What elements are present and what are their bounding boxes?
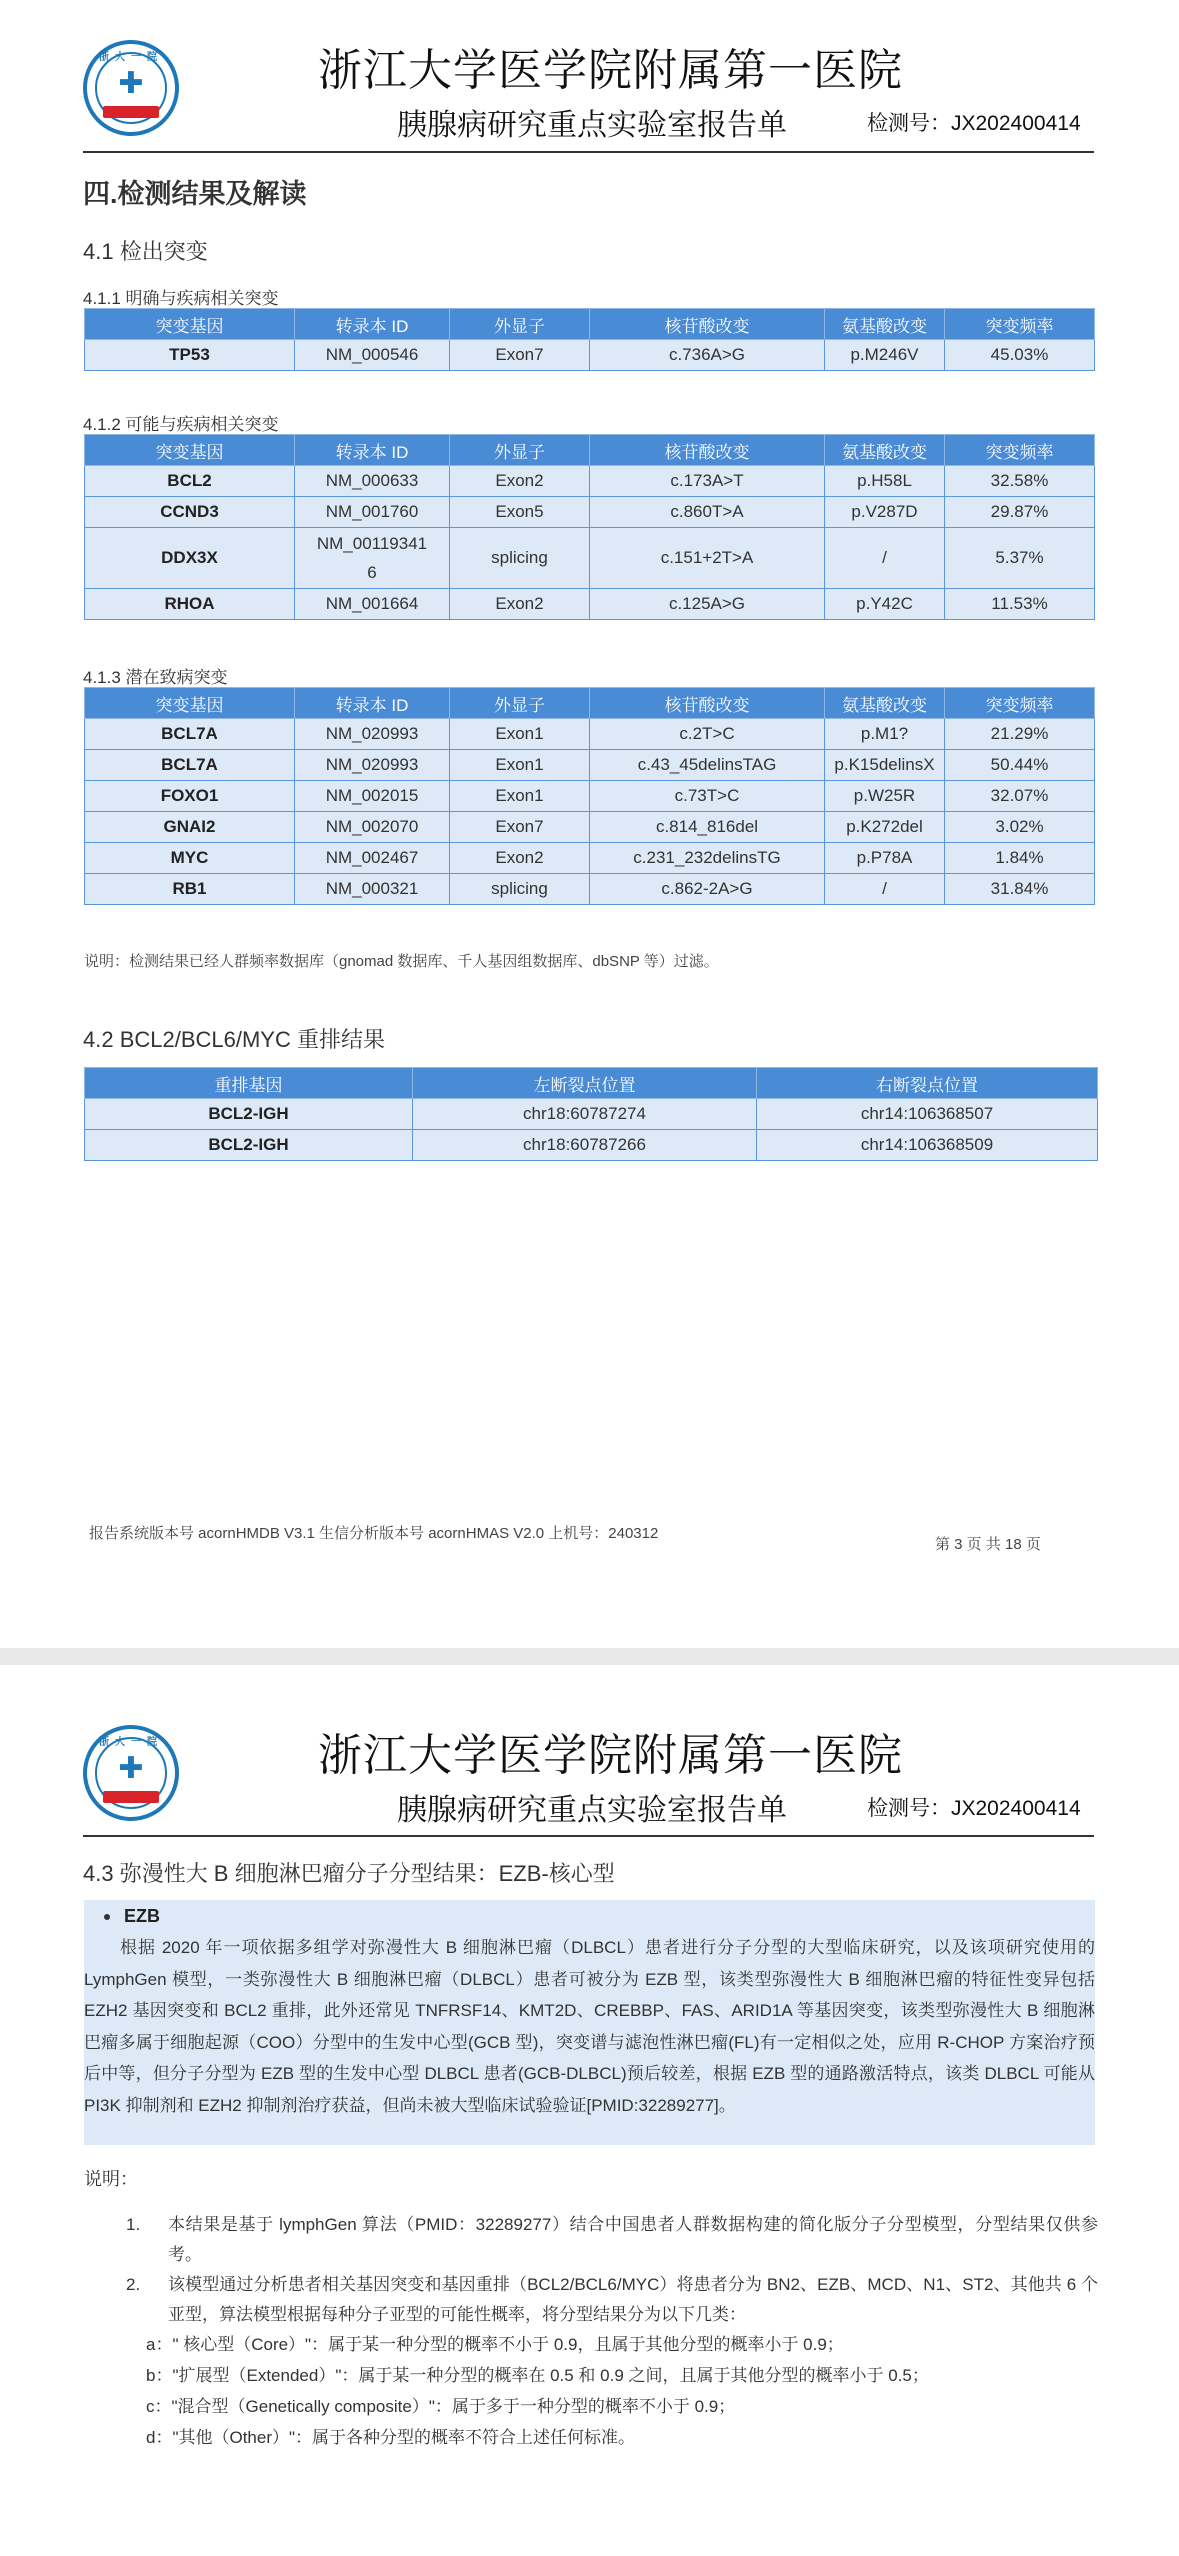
table-cell: c.151+2T>A (590, 528, 825, 589)
table-cell: c.2T>C (590, 719, 825, 750)
column-header: 外显子 (450, 309, 590, 340)
table-cell: p.M1? (825, 719, 945, 750)
table-cell: 32.07% (945, 781, 1095, 812)
table-row (85, 812, 1095, 843)
table-cell: Exon2 (450, 589, 590, 620)
column-header: 突变频率 (945, 688, 1095, 719)
column-header: 外显子 (450, 688, 590, 719)
ezb-description-box (84, 1900, 1095, 2145)
table-cell: 32.58% (945, 466, 1095, 497)
table-cell: p.V287D (825, 497, 945, 528)
table-cell: c.860T>A (590, 497, 825, 528)
table-cell: Exon1 (450, 719, 590, 750)
column-header: 突变基因 (85, 309, 295, 340)
table-cell: NM_000633 (295, 466, 450, 497)
column-header: 突变基因 (85, 688, 295, 719)
table-cell: c.231_232delinsTG (590, 843, 825, 874)
table-cell: c.736A>G (590, 340, 825, 371)
hospital-name: 浙江大学医学院附属第一医院 (318, 46, 903, 95)
table-cell: Exon1 (450, 750, 590, 781)
column-header: 核苷酸改变 (590, 688, 825, 719)
table-cell: 11.53% (945, 589, 1095, 620)
table-cell: c.862-2A>G (590, 874, 825, 905)
lab-name: 胰腺病研究重点实验室报告单 (397, 109, 787, 142)
column-header: 转录本 ID (295, 688, 450, 719)
bullet-icon (104, 1914, 110, 1920)
heading-4-2: 4.2 BCL2/BCL6/MYC 重排结果 (83, 1027, 385, 1052)
table-cell: BCL7A (85, 719, 295, 750)
table-cell: NM_001760 (295, 497, 450, 528)
column-header: 左断裂点位置 (413, 1068, 757, 1099)
table-row (85, 466, 1095, 497)
table-cell: / (825, 528, 945, 589)
table-cell: c.73T>C (590, 781, 825, 812)
table-cell: NM_002467 (295, 843, 450, 874)
heading-4-1-3: 4.1.3 潜在致病突变 (83, 668, 228, 687)
report-number: 检测号：JX202400414 (867, 1797, 1081, 1820)
table-cell: splicing (450, 528, 590, 589)
report-number: 检测号：JX202400414 (867, 112, 1081, 135)
explanation-item-2: 2. 该模型通过分析患者相关基因突变和基因重排（BCL2/BCL6/MYC）将患者分为 BN2、EZB、MCD、N1、ST2、其他共 6 个亚型，算法模型根据每种分子亚型的可能性概率，将分型结果分为以下几类： (126, 2275, 1098, 2324)
subtype-extended: b："扩展型（Extended）"：属于某一种分型的概率在 0.5 和 0.9 之间，且属于其他分型的概率小于 0.5； (146, 2366, 929, 2385)
table-cell: NM_000546 (295, 340, 450, 371)
table-row (85, 528, 1095, 589)
table-cell: c.814_816del (590, 812, 825, 843)
hospital-name: 浙江大学医学院附属第一医院 (318, 1731, 903, 1780)
table-cell: Exon7 (450, 340, 590, 371)
ezb-description: 根据 2020 年一项依据多组学对弥漫性大 B 细胞淋巴瘤（DLBCL）患者进行分子分型的大型临床研究，以及该项研究使用的 LymphGen 模型，一类弥漫性大 B 细胞淋巴瘤（DLBCL）患者可被分为 EZB 型，该类型弥漫性大 B 细胞淋巴瘤的特征性变异包括 EZH2 基因突变和 BCL2 重排，此外还常见 TNFRSF14、KMT2D、CREBBP、FAS、ARID1A 等基因突变，该类型弥漫性大 B 细胞淋巴瘤多属于细胞起源（COO）分型中的生发中心型(GCB 型)，突变谱与滤泡性淋巴瘤(FL)有一定相似之处，应用 R-CHOP 方案治疗预后中等，但分子分型为 EZB 型的生发中心型 DLBCL 患者(GCB-DLBCL)预后较差，根据 EZB 型的通路激活特点，该类 DLBCL 可能从 PI3K 抑制剂和 EZH2 抑制剂治疗获益，但尚未被大型临床试验验证[PMID:32289277]。 (84, 1938, 1095, 2115)
table-possible-mutations (84, 434, 1095, 620)
table-row (85, 843, 1095, 874)
table-cell: 50.44% (945, 750, 1095, 781)
column-header: 突变频率 (945, 309, 1095, 340)
table-row (85, 874, 1095, 905)
table-rearrangements (84, 1067, 1098, 1161)
subtype-core: a：" 核心型（Core）"：属于某一种分型的概率不小于 0.9，且属于其他分型的概率小于 0.9； (146, 2335, 844, 2354)
table-cell: c.173A>T (590, 466, 825, 497)
table-cell: GNAI2 (85, 812, 295, 843)
ezb-heading: EZB (104, 1906, 160, 1927)
table-cell: p.M246V (825, 340, 945, 371)
table-cell: c.43_45delinsTAG (590, 750, 825, 781)
column-header: 核苷酸改变 (590, 309, 825, 340)
table-row (85, 589, 1095, 620)
heading-4-1-1: 4.1.1 明确与疾病相关突变 (83, 289, 279, 308)
hospital-logo: 浙大一院 ✚ (83, 1725, 179, 1821)
table-cell: chr14:106368507 (757, 1099, 1098, 1130)
table-cell: BCL2-IGH (85, 1099, 413, 1130)
table-cell: p.W25R (825, 781, 945, 812)
column-header: 核苷酸改变 (590, 435, 825, 466)
table-cell: CCND3 (85, 497, 295, 528)
version-footer: 报告系统版本号 acornHMDB V3.1 生信分析版本号 acornHMAS V2.0 上机号：240312 (89, 1525, 659, 1542)
table-cell: TP53 (85, 340, 295, 371)
filter-note: 说明：检测结果已经人群频率数据库（gnomad 数据库、千人基因组数据库、dbSNP 等）过滤。 (84, 953, 719, 970)
table-cell: chr14:106368509 (757, 1130, 1098, 1161)
table-potential-mutations (84, 687, 1095, 905)
table-row (85, 340, 1095, 371)
table-cell: Exon1 (450, 781, 590, 812)
column-header: 氨基酸改变 (825, 309, 945, 340)
column-header: 转录本 ID (295, 309, 450, 340)
column-header: 外显子 (450, 435, 590, 466)
lab-name: 胰腺病研究重点实验室报告单 (397, 1794, 787, 1827)
table-cell: p.K272del (825, 812, 945, 843)
heading-4-1: 4.1 检出突变 (83, 239, 208, 264)
table-cell: Exon2 (450, 843, 590, 874)
table-row (85, 1130, 1098, 1161)
table-cell: RHOA (85, 589, 295, 620)
table-cell: MYC (85, 843, 295, 874)
table-cell: Exon7 (450, 812, 590, 843)
table-cell: BCL2 (85, 466, 295, 497)
table-cell: splicing (450, 874, 590, 905)
table-cell: 21.29% (945, 719, 1095, 750)
table-cell: chr18:60787266 (413, 1130, 757, 1161)
column-header: 重排基因 (85, 1068, 413, 1099)
table-cell: p.P78A (825, 843, 945, 874)
table-cell: Exon5 (450, 497, 590, 528)
page-number: 第 3 页 共 18 页 (935, 1536, 1041, 1553)
hospital-logo: 浙大一院 ✚ (83, 40, 179, 136)
table-cell: NM_00119341 6 (295, 528, 450, 589)
heading-4-3: 4.3 弥漫性大 B 细胞淋巴瘤分子分型结果：EZB-核心型 (83, 1861, 615, 1886)
heading-4-1-2: 4.1.2 可能与疾病相关突变 (83, 415, 279, 434)
table-cell: DDX3X (85, 528, 295, 589)
column-header: 突变基因 (85, 435, 295, 466)
table-cell: 45.03% (945, 340, 1095, 371)
explanation-item-1: 1. 本结果是基于 lymphGen 算法（PMID：32289277）结合中国患者人群数据构建的简化版分子分型模型，分型结果仅供参考。 (126, 2215, 1098, 2264)
header-divider (83, 151, 1094, 153)
table-cell: NM_002070 (295, 812, 450, 843)
column-header: 突变频率 (945, 435, 1095, 466)
table-row (85, 781, 1095, 812)
table-cell: p.Y42C (825, 589, 945, 620)
column-header: 转录本 ID (295, 435, 450, 466)
table-cell: NM_000321 (295, 874, 450, 905)
table-cell: 29.87% (945, 497, 1095, 528)
table-cell: NM_020993 (295, 719, 450, 750)
header-divider (83, 1835, 1094, 1837)
column-header: 氨基酸改变 (825, 435, 945, 466)
table-cell: RB1 (85, 874, 295, 905)
section-title: 四.检测结果及解读 (83, 179, 307, 209)
table-cell: / (825, 874, 945, 905)
table-cell: p.H58L (825, 466, 945, 497)
table-cell: NM_020993 (295, 750, 450, 781)
table-row (85, 750, 1095, 781)
subtype-composite: c："混合型（Genetically composite）"：属于多于一种分型的概率不小于 0.9； (146, 2397, 736, 2416)
table-cell: 1.84% (945, 843, 1095, 874)
table-definite-mutations (84, 308, 1095, 371)
table-cell: 31.84% (945, 874, 1095, 905)
table-cell: Exon2 (450, 466, 590, 497)
table-cell: FOXO1 (85, 781, 295, 812)
column-header: 氨基酸改变 (825, 688, 945, 719)
subtype-other: d："其他（Other）"：属于各种分型的概率不符合上述任何标准。 (146, 2428, 636, 2447)
table-cell: 5.37% (945, 528, 1095, 589)
table-cell: NM_001664 (295, 589, 450, 620)
table-row (85, 1099, 1098, 1130)
table-row (85, 719, 1095, 750)
table-cell: chr18:60787274 (413, 1099, 757, 1130)
table-cell: BCL7A (85, 750, 295, 781)
table-cell: c.125A>G (590, 589, 825, 620)
table-cell: NM_002015 (295, 781, 450, 812)
table-row (85, 497, 1095, 528)
column-header: 右断裂点位置 (757, 1068, 1098, 1099)
table-cell: 3.02% (945, 812, 1095, 843)
table-cell: BCL2-IGH (85, 1130, 413, 1161)
explanation-label: 说明： (84, 2169, 138, 2189)
table-cell: p.K15delinsX (825, 750, 945, 781)
